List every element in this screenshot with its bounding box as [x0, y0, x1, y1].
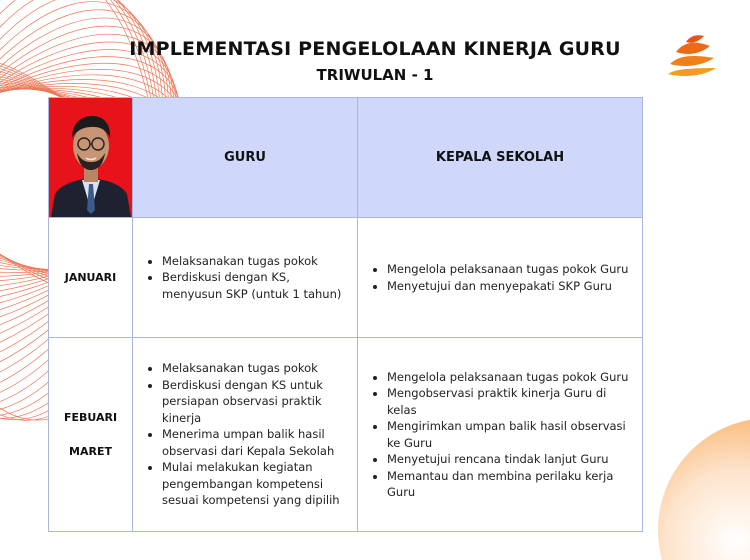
list-item: • Menerima umpan balik hasil observasi dari Kepala Sekolah — [162, 426, 349, 459]
kepala-sekolah-task-list — [358, 261, 642, 294]
guru-tasks-cell — [133, 338, 358, 532]
teacher-portrait-icon — [49, 98, 133, 217]
kepala-sekolah-task-list — [358, 369, 642, 501]
guru-task-list — [133, 253, 357, 303]
month-cell-januari — [49, 218, 133, 338]
list-item: • Melaksanakan tugas pokok — [162, 360, 349, 377]
list-item: • Berdiskusi dengan KS untuk persiapan observasi praktik kinerja — [162, 377, 349, 427]
kepala-sekolah-tasks-cell — [358, 338, 643, 532]
list-item: • Menyetujui dan menyepakati SKP Guru — [387, 278, 634, 295]
list-item: • Mengelola pelaksanaan tugas pokok Guru — [387, 261, 634, 278]
list-item: • Melaksanakan tugas pokok — [162, 253, 349, 270]
photo-cell — [49, 98, 133, 218]
guru-tasks-cell — [133, 218, 358, 338]
column-header-kepala-sekolah: KEPALA SEKOLAH — [358, 98, 643, 218]
month-cell-febuari-maret — [49, 338, 133, 532]
list-item: • Menyetujui rencana tindak lanjut Guru — [387, 451, 634, 468]
list-item: • Mengelola pelaksanaan tugas pokok Guru — [387, 369, 634, 386]
schedule-table — [48, 97, 643, 532]
table-row — [49, 338, 643, 532]
page-subtitle: TRIWULAN - 1 — [316, 66, 434, 84]
kepala-sekolah-tasks-cell — [358, 218, 643, 338]
orange-circle-decoration — [658, 418, 750, 560]
list-item: • Mulai melakukan kegiatan pengembangan kompetensi sesuai kompetensi yang dipilih — [162, 459, 349, 509]
table-header-row — [49, 98, 643, 218]
month-label: JANUARI — [64, 270, 117, 284]
guru-task-list — [133, 360, 357, 509]
month-label: FEBUARI — [63, 410, 118, 424]
page-title: IMPLEMENTASI PENGELOLAAN KINERJA GURU — [129, 38, 621, 60]
list-item: • Berdiskusi dengan KS, menyusun SKP (untuk 1 tahun) — [162, 269, 349, 302]
list-item: • Mengobservasi praktik kinerja Guru di kelas — [387, 385, 634, 418]
column-header-guru: GURU — [133, 98, 358, 218]
table-row — [49, 218, 643, 338]
list-item: • Memantau dan membina perilaku kerja Guru — [387, 468, 634, 501]
list-item: • Mengirimkan umpan balik hasil observasi ke Guru — [387, 418, 634, 451]
month-label: MARET — [69, 444, 112, 458]
